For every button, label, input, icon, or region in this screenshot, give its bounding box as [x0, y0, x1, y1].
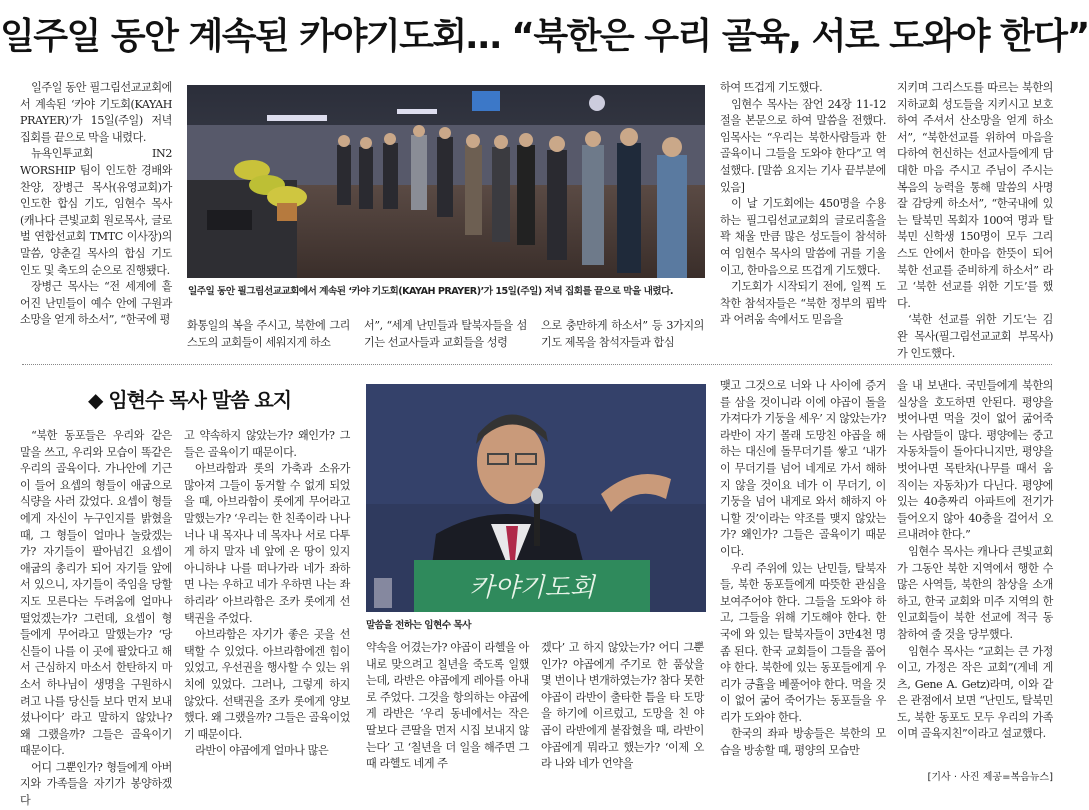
headline: 일주일 동안 계속된 카야기도회… “북한은 우리 골육, 서로 도와야 한다” [0, 16, 1089, 57]
sermon-column-5 [720, 378, 886, 780]
paragraph: 어디 그뿐인가? 형들에게 아버지와 가족들을 자기가 봉양하겠다 [20, 760, 172, 808]
paragraph: 임현수 목사는 “교회는 큰 가정이고, 가정은 작은 교회”(게네 게츠, Gene A. Getz)라며, 이와 같은 관점에서 보면 “난민도, 탈북민도, 북한 동포도 모두 우리의 가족이며 골육지친”이라고 설교했다. [897, 644, 1053, 741]
paragraph: 화통일의 복을 주시고, 북한에 그리스도의 교회들이 세워지게 하소 [187, 319, 350, 349]
section-divider [22, 364, 1052, 365]
paragraph: 아브라함과 롯의 가축과 소유가 많아져 그들이 동거할 수 없게 되었을 때, 아브라함이 롯에게 무어라고 말했는가? ‘우리는 한 친족이라 나나 너나 내 목자나 네 목자나 서로 다투게 하지 말자 네 앞에 온 땅이 있지 아니하냐 나를 떠나가라 네가 좌하면 나는 우하고 네가 우하면 나는 좌하리라’ 아브라함은 조카 롯에게 선택권을 주었다. [184, 462, 350, 625]
photo-illustration [187, 85, 705, 278]
sermon-column-1 [20, 428, 172, 808]
photo-illustration [366, 384, 706, 612]
pastor-photo [366, 384, 706, 612]
paragraph: 겠다’ 고 하지 않았는가? 어디 그뿐인가? 야곱에게 주기로 한 품삯을 몇 번이나 변개하였는가? 참다 못한 야곱이 라반이 출타한 틈을 타 도망을 하기에 이르렀고, 도망을 친 야곱이 라반에게 붙잡혔을 때, 라반이 야곱에게 뭐라고 했는가? ‘이제 오라 나와 네가 언약을 [541, 641, 704, 771]
prayer-meeting-photo [187, 85, 705, 278]
paragraph: 고 약속하지 않았는가? 왜인가? 그들은 골육이기 때문이다. [184, 429, 350, 459]
paragraph: 한국의 좌파 방송들은 북한의 모습을 방송할 때, 평양의 모습만 [720, 727, 886, 758]
sermon-column-3 [366, 640, 529, 780]
paragraph: 으로 충만하게 하소서” 등 3가지의 기도 제목을 참석자들과 합심 [541, 319, 704, 349]
paragraph: 장병근 목사는 “전 세계에 흩어진 난민들이 예수 안에 구원과 소망을 얻게 하소서”, “한국에 평 [20, 280, 172, 327]
paragraph: 서”, “세계 난민들과 탈북자들을 섬기는 선교사들과 교회들을 성령 [364, 319, 527, 349]
paragraph: 기도회가 시작되기 전에, 일찍 도착한 참석자들은 “북한 정부의 핍박과 어려움 속에서도 믿음을 [720, 280, 886, 327]
paragraph: 을 내 보낸다. 국민들에게 북한의 실상을 호도하면 안된다. 평양을 벗어나면 먹을 것이 없어 굶어죽는 사람들이 많다. 평양에는 중고 자동차들이 돌아다니지만, 평양을 벗어나면 목탄차(나무를 때서 움직이는 자동차)가 다닌다. 평양에 있는 40층짜리 아파트에 전기가 들어오지 않아 40층을 걸어서 오르내려야 한다.” [897, 379, 1053, 542]
sermon-column-2 [184, 428, 350, 780]
paragraph: 아브라함은 자기가 좋은 곳을 선택할 수 있었다. 아브라함에겐 힘이 있었고, 우선권을 행사할 수 있는 위치에 있었다. 그러나, 그렇게 하지 않았다. 선택권을 조카 롯에게 양보했다. 왜 그랬을까? 그들은 골육이었기 때문이다. [184, 628, 350, 741]
banner-text: 카야기도회 [469, 573, 595, 603]
paragraph: 이 날 기도회에는 450명을 수용하는 필그림선교교회의 글로리홀을 꽉 채울 만큼 많은 성도들이 참석하여 임현수 목사의 말씀에 귀를 기울이고, 한마음으로 뜨겁게 기도했다. [720, 197, 886, 277]
paragraph: 라반이 야곱에게 얼마나 많은 [195, 744, 329, 758]
article-column-2 [187, 318, 350, 354]
paragraph: 뉴욕인투교회 IN2 WORSHIP 팀이 인도한 경배와 찬양, 장병근 목사(유영교회)가 인도한 합심 기도, 임현수 목사(캐나다 큰빛교회 원로목사, 글로벌 연합선교회 TMTC 이사장)의 말씀, 양춘길 목사의 합심 기도 인도 및 축도의 순으로 진행됐다. [20, 147, 172, 277]
paragraph: 임현수 목사는 캐나다 큰빛교회가 그동안 북한 지역에서 행한 수 많은 사역들, 북한의 참상을 소개하고, 한국 교회와 미주 지역의 한인교회들이 북한 선교에 적극 동참하여 줄 것을 당부했다. [897, 544, 1053, 641]
article-column-3 [364, 318, 527, 354]
section-heading: ◆ 임현수 목사 말씀 요지 [88, 388, 292, 412]
sermon-column-4 [541, 640, 704, 780]
paragraph: ‘북한 선교를 위한 기도’는 김 완 목사(필그림선교교회 부목사)가 인도했다. [897, 313, 1053, 360]
article-column-5 [897, 80, 1053, 360]
article-column-3b [541, 318, 704, 354]
photo-caption: 일주일 동안 필그림선교교회에서 계속된 ‘카야 기도회(KAYAH PRAYER)’가 15일(주일) 저녁 집회를 끝으로 막을 내렸다. [188, 286, 674, 297]
paragraph: 우리 주위에 있는 난민들, 탈북자들, 북한 동포들에게 따뜻한 관심을 보여주어야 한다. 그들을 도와야 하고, 그들을 위해 기도해야 한다. 한국에 와 있는 탈북자들이 3만4천 명 좀 된다. 한국 교회들이 그들을 품어야 한다. 북한에 있는 동포들에게 우리가 긍휼을 베풀어야 한다. 먹을 것이 없어 굶어 죽어가는 동포들을 우리가 도와야 한다. [720, 561, 886, 724]
photo-caption: 말씀을 전하는 임현수 목사 [366, 620, 471, 631]
paragraph: “북한 동포들은 우리와 같은 말을 쓰고, 우리와 모습이 똑같은 우리의 골육이다. 가나안에 기근이 들어 요셉의 형들이 애굽으로 식량을 사러 갔었다. 요셉이 형들에게 자신이 누구인지를 밝혔을 때, 그 형들이 얼마나 놀랐겠는가? 자기들이 팔아넘긴 요셉이 애굽의 총리가 되어 자기들 앞에 서 있으니, 자기들이 죽임을 당할지도 모른다는 두려움에 얼마나 떨었겠는가? 그런데, 요셉이 형들에게 무어라고 말했는가? ‘당신들이 나를 이 곳에 팔았다고 해서 근심하지 마소서 한탄하지 마소서 하나님이 생명을 구원하시려고 나를 당신들 보다 먼저 보내셨나이다’ 라고 말하지 않았나? 왜 그랬을까? 그들은 골육이기 때문이다. [20, 429, 172, 758]
paragraph: 하여 뜨겁게 기도했다. [720, 81, 823, 94]
paragraph: 임현수 목사는 잠언 24장 11-12절을 본문으로 하여 말씀을 전했다. 임목사는 “우리는 북한사람들과 한 골육이니 그들을 도와야 한다”고 역설했다. [말씀 요지는 기사 끝부분에 있음] [720, 97, 886, 194]
paragraph: 지키며 그리스도를 따르는 북한의 지하교회 성도들을 지키시고 보호하여 주셔서 산소망을 얻게 하소서”, “북한선교를 위하여 마음을 다하여 헌신하는 선교사들에게 담대한 마음 주시고 주님이 주시는 복음의 능력을 통해 말씀의 사명잘 감당케 하소서”, “한국내에 있는 탈북민 목회자 100여 명과 탈북민 신학생 150명이 모두 그리스도 안에서 한마음 한뜻이 되어 북한 선교를 준비하게 하소서” 라고 ‘북한 선교를 위한 기도’를 했다. [897, 81, 1053, 310]
sermon-column-6 [897, 378, 1053, 766]
article-column-4 [720, 80, 886, 352]
article-column-1 [20, 80, 172, 350]
paragraph: 맺고 그것으로 너와 나 사이에 증거를 삼을 것이니라 이에 야곱이 돌을 가져다가 기둥을 세우’ 지 않았는가? 라반이 자기 몰래 도망친 야곱을 해하는 대신에 돌무더기를 쌓고 ‘내가 이 무더기를 넘어 네게로 가서 해하지 않을 것이요 네가 이 무더기, 이 기둥을 넘어 내게로 와서 해하지 아니할 것’이라는 약조를 맺지 않았는가? 왜인가? 그들은 골육이기 때문이다. [720, 379, 886, 558]
paragraph: 약속을 어겼는가? 야곱이 라헬을 아내로 맞으려고 칠년을 죽도록 일했는데, 라반은 야곱에게 레아를 아내로 주었다. 그것을 항의하는 야곱에게 라반은 ‘우리 동네에서는 작은 딸보다 큰딸을 먼저 시집 보내지 않는다’ 고 ‘칠년을 더 일을 해주면 그때 라헬도 네게 주 [366, 641, 529, 771]
photo-credit: [기사 · 사진 제공=복음뉴스] [927, 772, 1053, 783]
paragraph: 일주일 동안 필그림선교교회에서 계속된 ‘카야 기도회(KAYAH PRAYER)’가 15일(주일) 저녁 집회를 끝으로 막을 내렸다. [20, 81, 172, 144]
